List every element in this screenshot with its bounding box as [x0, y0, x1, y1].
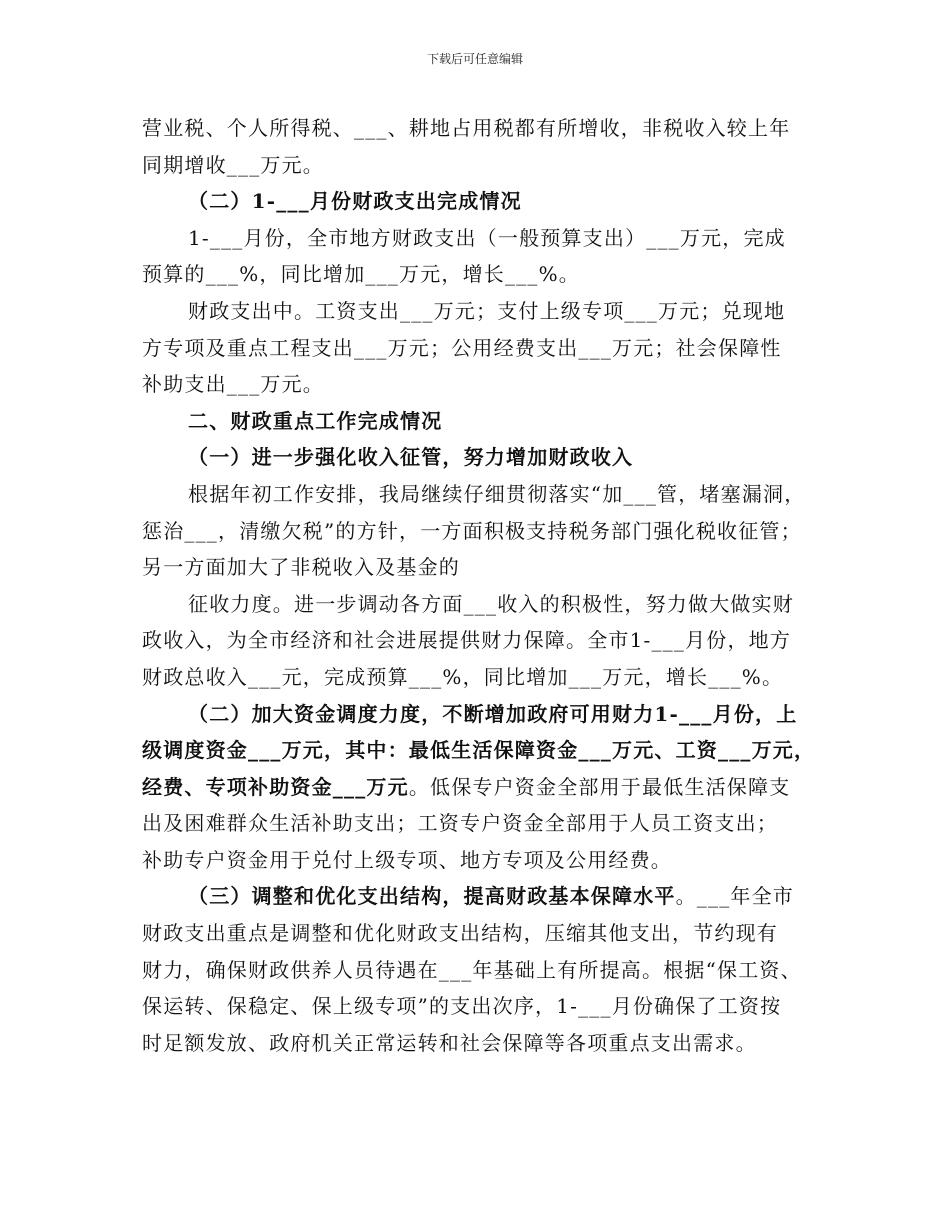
text-segment: 补助支出___万元。 — [142, 372, 324, 397]
text-line — [142, 366, 818, 403]
text-segment: 另一方面加大了非税收入及基金的 — [142, 555, 460, 580]
text-line — [142, 220, 818, 257]
text-line — [142, 110, 818, 147]
bold-text-segment: （二）1-___月份财政支出完成情况 — [188, 189, 522, 214]
text-line — [142, 878, 818, 915]
text-line — [142, 732, 818, 769]
text-segment: 补助专户资金用于兑付上级专项、地方专项及公用经费。 — [142, 847, 672, 872]
bold-text-segment: 经费、专项补助资金___万元 — [142, 774, 409, 799]
text-line — [142, 842, 818, 879]
page-header: 下载后可任意编辑 — [426, 52, 523, 66]
text-line — [142, 769, 818, 806]
text-line — [142, 293, 818, 330]
text-segment: 政收入，为全市经济和社会进展提供财力保障。全市1-___月份，地方 — [142, 628, 792, 653]
text-line — [142, 513, 818, 550]
text-line — [142, 1025, 818, 1062]
text-line — [142, 622, 818, 659]
text-line — [142, 988, 818, 1025]
text-line — [142, 915, 818, 952]
text-segment: 营业税、个人所得税、___、耕地占用税都有所增收，非税收入较上年 — [142, 116, 791, 140]
text-segment: 出及困难群众生活补助支出；工资专户资金全部用于人员工资支出； — [142, 811, 778, 836]
text-line — [142, 952, 818, 989]
text-segment: 保运转、保稳定、保上级专项”的支出次序，1-___月份确保了工资按 — [142, 994, 782, 1019]
text-line — [142, 256, 818, 293]
text-line — [142, 330, 818, 367]
text-segment: 惩治___，清缴欠税”的方针，一方面积极支持税务部门强化税收征管； — [142, 518, 802, 543]
text-line — [142, 476, 818, 513]
text-line — [142, 403, 818, 440]
text-segment: 时足额发放、政府机关正常运转和社会保障等各项重点支出需求。 — [142, 1030, 757, 1055]
document-body — [142, 110, 818, 1061]
bold-text-segment: （一）进一步强化收入征管，努力增加财政收入 — [188, 445, 634, 470]
text-segment: 财政支出重点是调整和优化财政支出结构，压缩其他支出，节约现有 — [142, 921, 778, 946]
text-line — [142, 147, 818, 184]
text-line — [142, 659, 818, 696]
text-segment: 根据年初工作安排，我局继续仔细贯彻落实“加___管，堵塞漏洞， — [188, 481, 806, 506]
text-segment: 财政总收入___元，完成预算___%，同比增加___万元，增长___%。 — [142, 664, 784, 689]
text-segment: 同期增收___万元。 — [142, 152, 324, 177]
text-line — [142, 183, 818, 220]
text-line — [142, 696, 818, 733]
text-line — [142, 586, 818, 623]
text-segment: 1-___月份，全市地方财政支出（一般预算支出）___万元，完成 — [188, 225, 786, 250]
text-line — [142, 805, 818, 842]
text-line — [142, 549, 818, 586]
bold-text-segment: （二）加大资金调度力度，不断增加政府可用财力1-___月份，上 — [188, 701, 798, 726]
bold-text-segment: 二、财政重点工作完成情况 — [188, 408, 443, 433]
text-segment: 。___年全市 — [675, 884, 795, 909]
text-segment: 方专项及重点工程支出___万元；公用经费支出___万元；社会保障性 — [142, 335, 782, 360]
text-segment: 财力，确保财政供养人员待遇在___年基础上有所提高。根据“保工资、 — [142, 957, 802, 982]
text-segment: 。低保专户资金全部用于最低生活保障支 — [408, 774, 791, 799]
text-segment: 征收力度。进一步调动各方面___收入的积极性，努力做大做实财 — [188, 591, 794, 616]
text-line — [142, 439, 818, 476]
bold-text-segment: （三）调整和优化支出结构，提高财政基本保障水平 — [188, 884, 676, 909]
text-segment: 财政支出中。工资支出___万元；支付上级专项___万元；兑现地 — [188, 298, 786, 323]
bold-text-segment: 级调度资金___万元，其中：最低生活保障资金___万元、工资___万元， — [142, 738, 816, 763]
text-segment: 预算的___%，同比增加___万元，增长___%。 — [142, 262, 581, 287]
